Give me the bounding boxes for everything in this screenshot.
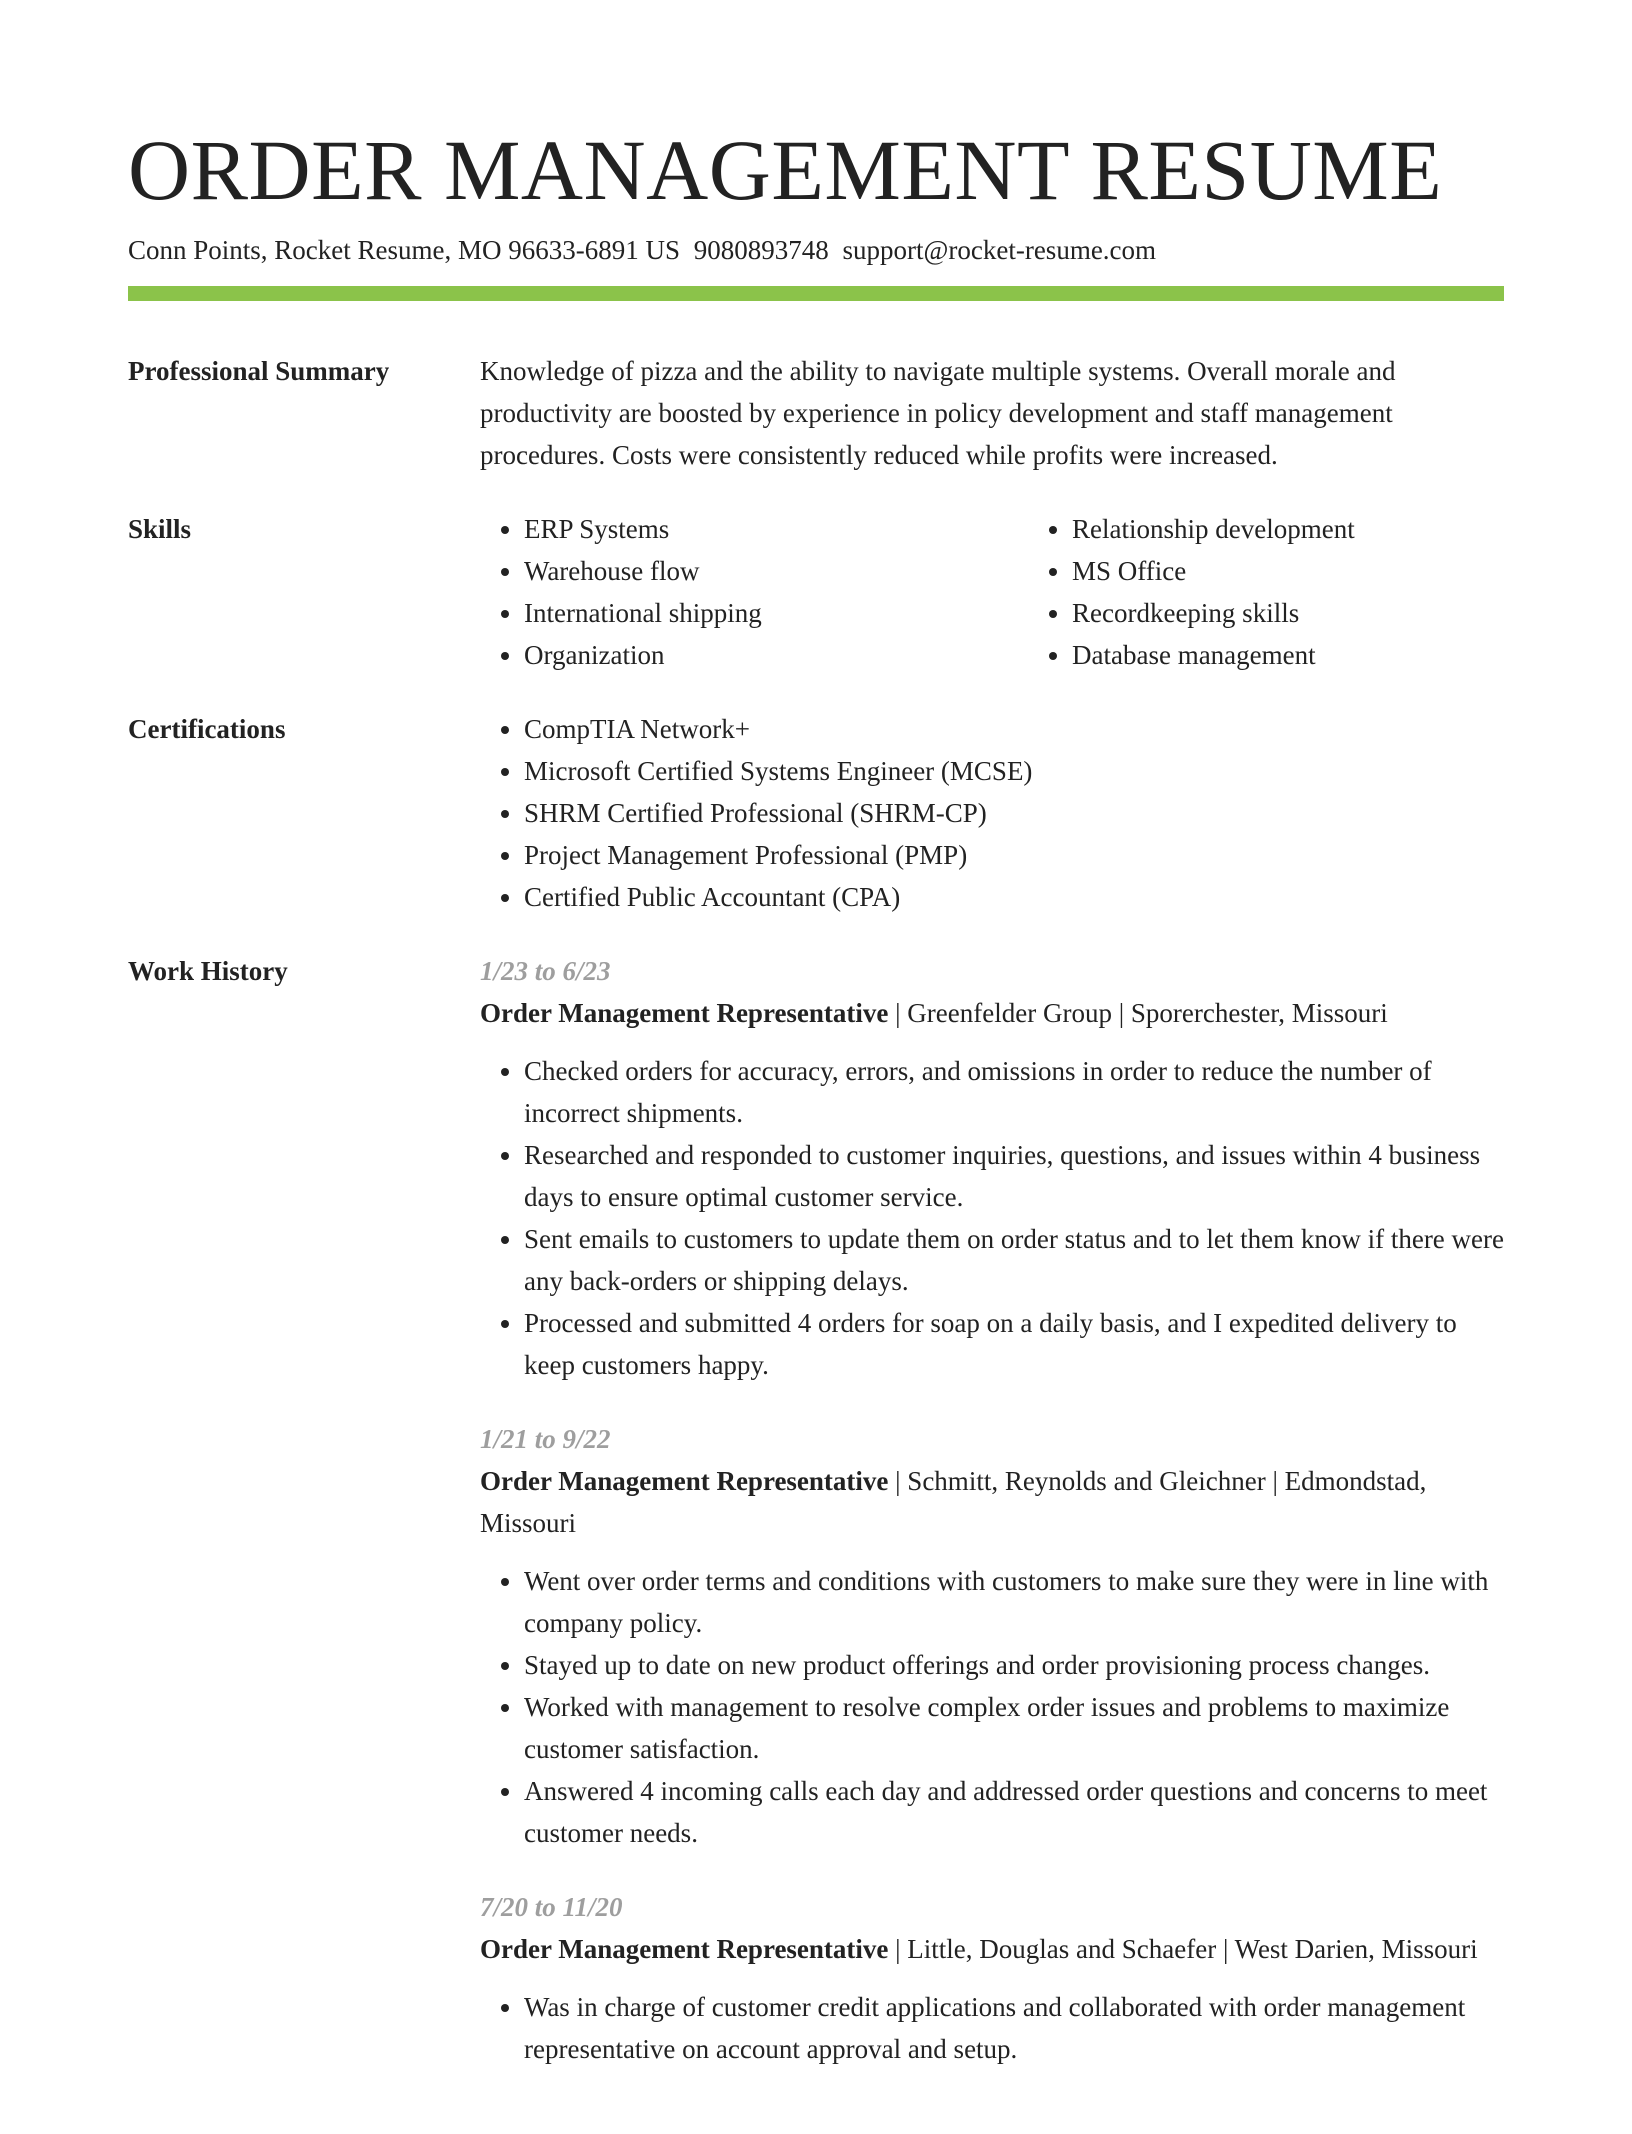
skill-item: • Warehouse flow	[524, 550, 1028, 592]
section-summary	[128, 350, 1504, 476]
job-details: | Little, Douglas and Schaefer | West Darien, Missouri	[895, 1934, 1478, 1964]
job-bullet: • Stayed up to date on new product offerings and order provisioning process changes.	[524, 1644, 1504, 1686]
certification-item: • SHRM Certified Professional (SHRM-CP)	[524, 792, 1504, 834]
job-role: Order Management Representative	[480, 998, 889, 1028]
skill-item: • ERP Systems	[524, 508, 1028, 550]
job-dates: 1/23 to 6/23	[480, 956, 611, 986]
header-divider	[128, 286, 1504, 301]
skill-item: • International shipping	[524, 592, 1028, 634]
job-bullet: • Went over order terms and conditions with customers to make sure they were in line with company policy.	[524, 1560, 1504, 1644]
job-bullets	[480, 1986, 1504, 2070]
section-label-summary: Professional Summary	[128, 356, 390, 386]
certifications-list	[480, 708, 1504, 918]
skills-list-left	[480, 508, 1028, 676]
job-role: Order Management Representative	[480, 1934, 889, 1964]
skill-item: • Database management	[1072, 634, 1576, 676]
resume-sections	[128, 350, 1504, 2134]
job-bullets	[480, 1560, 1504, 1854]
job-bullet: • Answered 4 incoming calls each day and addressed order questions and concerns to meet customer needs.	[524, 1770, 1504, 1854]
skills-body	[480, 508, 1576, 676]
job-heading	[480, 1928, 1504, 1970]
certification-item: • Project Management Professional (PMP)	[524, 834, 1504, 876]
contact-line	[128, 232, 1156, 268]
contact-phone: 9080893748	[693, 235, 829, 265]
section-label-skills: Skills	[128, 514, 192, 544]
work-history-body	[480, 950, 1504, 2102]
certification-item: • Certified Public Accountant (CPA)	[524, 876, 1504, 918]
summary-body	[480, 350, 1504, 476]
section-label-work-history: Work History	[128, 956, 288, 986]
job-entry	[480, 1418, 1504, 1854]
resume-title: ORDER MANAGEMENT RESUME	[128, 122, 1443, 218]
skill-item: • MS Office	[1072, 550, 1576, 592]
job-bullets	[480, 1050, 1504, 1386]
certification-item: • CompTIA Network+	[524, 708, 1504, 750]
certifications-body	[480, 708, 1504, 918]
job-details: | Schmitt, Reynolds and Gleichner | Edmondstad, Missouri	[480, 1466, 1427, 1538]
job-entry	[480, 1886, 1504, 2070]
job-dates: 1/21 to 9/22	[480, 1424, 611, 1454]
job-bullet: • Researched and responded to customer inquiries, questions, and issues within 4 business days to ensure optimal customer service.	[524, 1134, 1504, 1218]
summary-text: Knowledge of pizza and the ability to navigate multiple systems. Overall morale and productivity are boosted by experience in policy development and staff management procedures. Costs were consistently reduced while profits were increased.	[480, 356, 1396, 470]
job-role: Order Management Representative	[480, 1466, 889, 1496]
section-work-history	[128, 950, 1504, 2102]
contact-email: support@rocket-resume.com	[842, 235, 1157, 265]
skill-item: • Recordkeeping skills	[1072, 592, 1576, 634]
job-heading	[480, 1460, 1504, 1544]
skill-item: • Relationship development	[1072, 508, 1576, 550]
job-bullet: • Was in charge of customer credit applications and collaborated with order management representative on account approval and setup.	[524, 1986, 1504, 2070]
certification-item: • Microsoft Certified Systems Engineer (MCSE)	[524, 750, 1504, 792]
job-bullet: • Sent emails to customers to update them on order status and to let them know if there were any back-orders or shipping delays.	[524, 1218, 1504, 1302]
section-label-certifications: Certifications	[128, 714, 286, 744]
job-bullet: • Processed and submitted 4 orders for soap on a daily basis, and I expedited delivery to keep customers happy.	[524, 1302, 1504, 1386]
job-heading	[480, 992, 1504, 1034]
job-dates: 7/20 to 11/20	[480, 1892, 623, 1922]
job-entry	[480, 950, 1504, 1386]
job-bullet: • Checked orders for accuracy, errors, and omissions in order to reduce the number of incorrect shipments.	[524, 1050, 1504, 1134]
section-skills	[128, 508, 1504, 676]
skill-item: • Organization	[524, 634, 1028, 676]
contact-address: Conn Points, Rocket Resume, MO 96633-6891 US	[128, 235, 681, 265]
section-certifications	[128, 708, 1504, 918]
job-bullet: • Worked with management to resolve complex order issues and problems to maximize customer satisfaction.	[524, 1686, 1504, 1770]
job-details: | Greenfelder Group | Sporerchester, Missouri	[895, 998, 1388, 1028]
skills-list-right	[1028, 508, 1576, 676]
